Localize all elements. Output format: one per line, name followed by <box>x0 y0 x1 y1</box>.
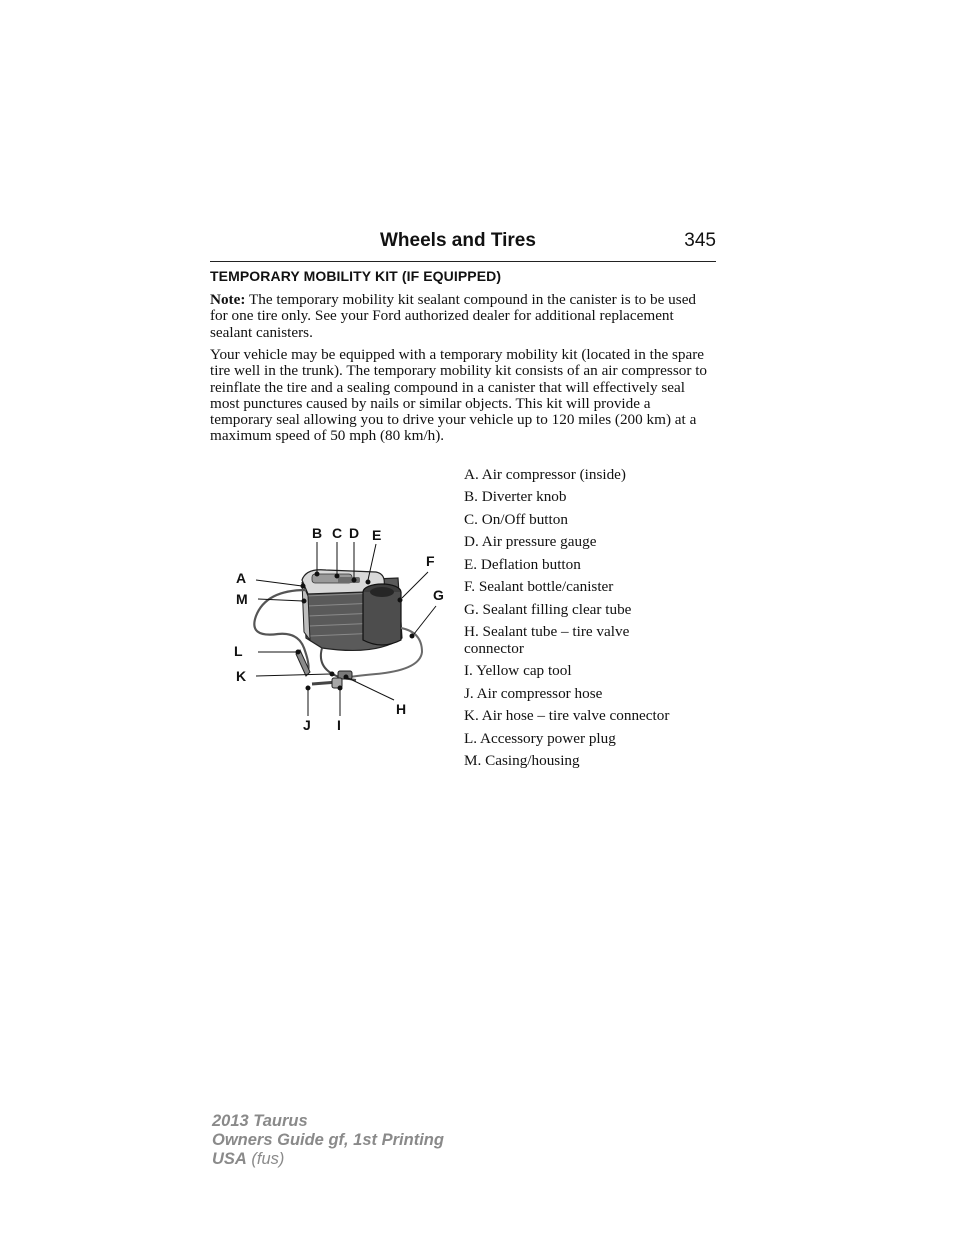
legend-item: M. Casing/housing <box>464 752 580 770</box>
footer-guide: Owners Guide gf, 1st Printing <box>212 1131 444 1149</box>
page-footer <box>212 1112 444 1169</box>
page-number: 345 <box>684 230 716 251</box>
legend-item: D. Air pressure gauge <box>464 533 597 551</box>
legend-item: L. Accessory power plug <box>464 729 616 747</box>
legend-item: C. On/Off button <box>464 510 568 528</box>
page-header <box>210 228 716 262</box>
callout-a: A <box>236 570 247 586</box>
callout-i: I <box>337 717 341 733</box>
legend-item: I. Yellow cap tool <box>464 662 572 680</box>
callout-g: G <box>433 587 444 603</box>
legend-item: A. Air compressor (inside) <box>464 466 626 483</box>
legend-item: E. Deflation button <box>464 555 581 573</box>
legend-item: G. Sealant filling clear tube <box>464 600 632 618</box>
footer-model: 2013 Taurus <box>212 1112 308 1130</box>
body-paragraph: Your vehicle may be equipped with a temporary mobility kit (located in the spare tire well in the trunk). The temporary mobility kit consists of an air compressor to reinflate the tire and a sealing compound in a canister that will effectively seal most punctures caused by nails or similar objects. This kit will provide a temporary seal allowing you to drive your vehicle up to 120 miles (200 km) at a maximum speed of 50 mph (80 km/h). <box>210 346 708 445</box>
chapter-title: Wheels and Tires <box>380 230 536 251</box>
footer-market <box>212 1150 444 1169</box>
mobility-kit-illustration <box>226 520 456 740</box>
footer-country: USA <box>212 1150 247 1168</box>
callout-l: L <box>234 643 243 659</box>
note-text: The temporary mobility kit sealant compound in the canister is to be used for one tire only. See your Ford authorized dealer for additional replacement sealant canisters. <box>210 291 697 341</box>
callout-j: J <box>303 717 311 733</box>
legend-item: J. Air compressor hose <box>464 684 603 702</box>
callout-f: F <box>426 553 435 569</box>
legend-item: B. Diverter knob <box>464 488 567 506</box>
note-paragraph <box>210 292 716 341</box>
callout-e: E <box>372 527 382 543</box>
mobility-kit-drawing <box>226 520 456 740</box>
note-label: Note: <box>210 291 246 308</box>
callout-k: K <box>236 668 247 684</box>
callout-b: B <box>312 525 323 541</box>
legend-item: H. Sealant tube – tire valve connector <box>464 623 630 657</box>
callout-m: M <box>236 591 248 607</box>
callout-c: C <box>332 525 343 541</box>
section-title: TEMPORARY MOBILITY KIT (IF EQUIPPED) <box>210 268 502 284</box>
callout-h: H <box>396 701 407 717</box>
legend-item: K. Air hose – tire valve connector <box>464 707 670 725</box>
footer-code: (fus) <box>246 1150 285 1168</box>
callout-d: D <box>349 525 360 541</box>
figure-legend <box>464 467 724 776</box>
legend-item: F. Sealant bottle/canister <box>464 578 614 596</box>
